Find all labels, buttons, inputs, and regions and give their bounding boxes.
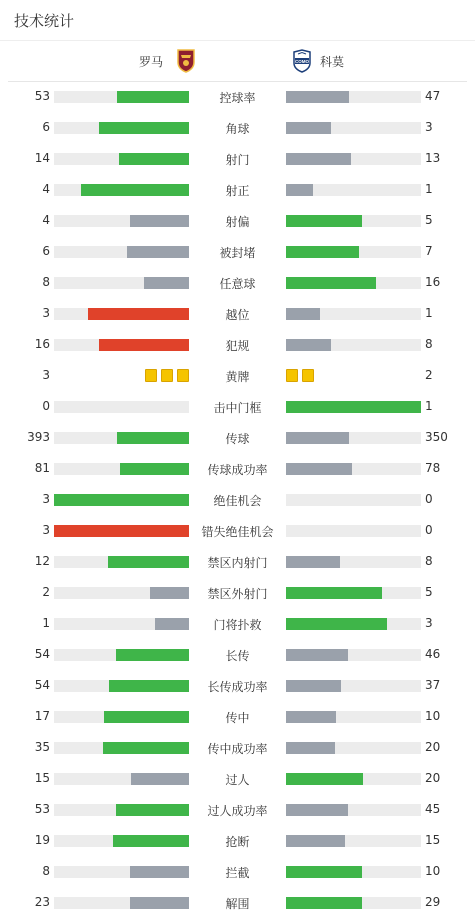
stat-row [0, 732, 475, 763]
home-stat-bar-fill [117, 432, 189, 444]
page-title: 技术统计 [14, 12, 75, 30]
away-stat-value: 10 [425, 864, 441, 878]
away-stat-bar [286, 215, 421, 227]
away-stat-value: 8 [425, 337, 433, 351]
home-stat-bar-fill [104, 711, 189, 723]
away-stat-value: 37 [425, 678, 441, 692]
stat-label: 射偏 [225, 215, 250, 229]
away-yellow-cards [286, 369, 318, 382]
home-stat-bar-fill [120, 463, 189, 475]
away-stat-bar-fill [286, 246, 359, 258]
stat-row [0, 515, 475, 546]
home-yellow-cards [141, 369, 189, 382]
home-stat-value: 2 [42, 585, 50, 599]
home-stat-bar-fill [127, 246, 189, 258]
away-stat-value: 47 [425, 89, 441, 103]
stat-label: 长传成功率 [207, 680, 268, 694]
home-stat-bar [54, 587, 189, 599]
away-stat-bar [286, 308, 421, 320]
away-stat-bar [286, 91, 421, 103]
stat-label: 过人成功率 [207, 804, 268, 818]
home-stat-bar [54, 277, 189, 289]
stat-label: 传球成功率 [207, 463, 268, 477]
home-stat-value: 16 [34, 337, 50, 351]
away-stat-value: 46 [425, 647, 441, 661]
home-stat-value: 19 [34, 833, 50, 847]
away-stat-bar [286, 432, 421, 444]
away-stat-bar [286, 463, 421, 475]
home-stat-value: 15 [34, 771, 50, 785]
stat-row [0, 484, 475, 515]
home-stat-value: 54 [34, 647, 50, 661]
away-stat-bar-fill [286, 773, 363, 785]
stat-label: 越位 [225, 308, 250, 322]
home-stat-bar [54, 835, 189, 847]
away-stat-bar [286, 773, 421, 785]
away-stat-bar [286, 122, 421, 134]
stat-row [0, 422, 475, 453]
home-stat-value: 4 [42, 213, 50, 227]
home-stat-bar [54, 494, 189, 506]
away-stat-bar-fill [286, 153, 351, 165]
stat-label: 犯规 [225, 339, 250, 353]
away-stat-bar [286, 804, 421, 816]
stat-label: 门将扑救 [213, 618, 262, 632]
como-logo [292, 49, 312, 73]
away-stat-bar-fill [286, 711, 336, 723]
stat-row [0, 825, 475, 856]
stat-row [0, 329, 475, 360]
home-stat-bar [54, 246, 189, 258]
stat-label: 错失绝佳机会 [201, 525, 274, 539]
home-stat-bar [54, 773, 189, 785]
away-stat-bar-fill [286, 897, 362, 909]
header [0, 0, 475, 41]
away-stat-bar [286, 401, 421, 413]
away-stat-value: 29 [425, 895, 441, 909]
away-stat-bar [286, 618, 421, 630]
home-stat-bar [54, 711, 189, 723]
home-stat-bar-fill [54, 525, 189, 537]
stat-label: 任意球 [219, 277, 256, 291]
home-stat-bar [54, 525, 189, 537]
stat-label: 角球 [225, 122, 250, 136]
away-stat-bar [286, 897, 421, 909]
home-stat-bar-fill [116, 804, 189, 816]
home-stat-bar-fill [119, 153, 189, 165]
stat-row [0, 608, 475, 639]
away-stat-bar-fill [286, 277, 376, 289]
away-stat-value: 13 [425, 151, 441, 165]
home-stat-bar-fill [130, 215, 189, 227]
home-stat-bar [54, 91, 189, 103]
stat-label: 射正 [225, 184, 250, 198]
away-stat-bar-fill [286, 680, 341, 692]
away-stat-bar [286, 587, 421, 599]
home-stat-bar-fill [131, 773, 189, 785]
away-stat-value: 15 [425, 833, 441, 847]
stat-row [0, 763, 475, 794]
home-stat-value: 3 [42, 368, 50, 382]
home-stat-value: 4 [42, 182, 50, 196]
home-stat-bar-fill [130, 897, 189, 909]
away-stat-bar [286, 184, 421, 196]
home-stat-bar-fill [109, 680, 189, 692]
away-stat-bar [286, 339, 421, 351]
roma-logo [176, 49, 196, 73]
home-stat-value: 1 [42, 616, 50, 630]
stat-label: 被封堵 [219, 246, 256, 260]
stat-label: 禁区外射门 [207, 587, 268, 601]
stat-row [0, 453, 475, 484]
away-stat-bar [286, 277, 421, 289]
away-stat-bar [286, 556, 421, 568]
home-stat-bar-fill [113, 835, 189, 847]
home-stat-bar-fill [54, 494, 189, 506]
home-stat-bar-fill [99, 122, 189, 134]
away-stat-value: 5 [425, 213, 433, 227]
away-stat-value: 1 [425, 399, 433, 413]
home-stat-bar [54, 153, 189, 165]
home-stat-bar [54, 618, 189, 630]
home-stat-bar-fill [99, 339, 189, 351]
stat-row [0, 267, 475, 298]
stat-row [0, 298, 475, 329]
home-stat-bar-fill [108, 556, 189, 568]
away-stat-bar [286, 525, 421, 537]
home-stat-value: 8 [42, 275, 50, 289]
home-stat-bar-fill [150, 587, 189, 599]
stat-label: 传中成功率 [207, 742, 268, 756]
away-stat-bar [286, 494, 421, 506]
home-stat-bar [54, 308, 189, 320]
away-stat-bar [286, 153, 421, 165]
away-stat-bar [286, 246, 421, 258]
stat-label: 射门 [225, 153, 250, 167]
away-stat-bar-fill [286, 308, 320, 320]
home-stat-value: 6 [42, 244, 50, 258]
away-stat-bar-fill [286, 122, 331, 134]
away-stat-value: 0 [425, 492, 433, 506]
away-stat-value: 5 [425, 585, 433, 599]
stat-row [0, 112, 475, 143]
home-stat-bar [54, 215, 189, 227]
away-stat-value: 8 [425, 554, 433, 568]
home-stat-bar [54, 463, 189, 475]
home-stat-bar [54, 897, 189, 909]
yellow-card-icon [161, 369, 173, 382]
home-stat-value: 54 [34, 678, 50, 692]
home-stat-value: 81 [34, 461, 50, 475]
stat-row [0, 856, 475, 887]
home-stat-bar-fill [81, 184, 189, 196]
away-stat-bar [286, 835, 421, 847]
stat-row [0, 577, 475, 608]
away-stat-bar [286, 866, 421, 878]
stat-label: 绝佳机会 [213, 494, 262, 508]
away-stat-bar-fill [286, 432, 349, 444]
stat-row [0, 143, 475, 174]
stat-row [0, 670, 475, 701]
stat-row [0, 794, 475, 825]
home-stat-value: 6 [42, 120, 50, 134]
home-stat-bar [54, 556, 189, 568]
away-stat-value: 7 [425, 244, 433, 258]
home-stat-bar [54, 680, 189, 692]
stat-label: 传球 [225, 432, 250, 446]
away-stat-value: 45 [425, 802, 441, 816]
home-team-name: 罗马 [139, 55, 164, 69]
away-stat-bar-fill [286, 804, 348, 816]
home-stat-bar-fill [155, 618, 189, 630]
away-stat-bar-fill [286, 184, 313, 196]
away-stat-value: 78 [425, 461, 441, 475]
stat-row [0, 391, 475, 422]
stat-row [0, 701, 475, 732]
home-stat-bar [54, 866, 189, 878]
home-stat-bar-fill [116, 649, 189, 661]
home-stat-bar-fill [88, 308, 189, 320]
stat-row [0, 360, 475, 391]
stat-row [0, 887, 475, 918]
stat-label: 拦截 [225, 866, 250, 880]
yellow-card-icon [286, 369, 298, 382]
away-stat-value: 2 [425, 368, 433, 382]
stat-row [0, 236, 475, 267]
away-stat-bar [286, 680, 421, 692]
away-stat-bar [286, 711, 421, 723]
home-stat-bar-fill [130, 866, 189, 878]
away-stat-bar-fill [286, 649, 348, 661]
home-stat-value: 53 [34, 802, 50, 816]
away-stat-value: 1 [425, 306, 433, 320]
stat-label: 过人 [225, 773, 250, 787]
away-team-name: 科莫 [320, 55, 345, 69]
home-stat-bar-fill [117, 91, 189, 103]
stat-label: 禁区内射门 [207, 556, 268, 570]
away-stat-bar-fill [286, 587, 382, 599]
stat-label: 黄牌 [225, 370, 250, 384]
away-stat-value: 16 [425, 275, 441, 289]
stat-label: 击中门框 [213, 401, 262, 415]
home-stat-bar [54, 742, 189, 754]
home-stat-bar-fill [144, 277, 189, 289]
home-stat-value: 23 [34, 895, 50, 909]
home-stat-bar [54, 401, 189, 413]
away-stat-bar-fill [286, 866, 362, 878]
away-stat-bar-fill [286, 618, 387, 630]
home-stat-value: 12 [34, 554, 50, 568]
stat-row [0, 81, 475, 112]
home-stat-bar [54, 432, 189, 444]
away-stat-bar [286, 649, 421, 661]
stat-label: 解围 [225, 897, 250, 911]
away-stat-value: 1 [425, 182, 433, 196]
stat-row [0, 205, 475, 236]
home-stat-bar [54, 122, 189, 134]
home-stat-value: 393 [27, 430, 50, 444]
home-stat-bar [54, 339, 189, 351]
away-stat-bar [286, 742, 421, 754]
away-stat-value: 3 [425, 120, 433, 134]
away-stat-bar-fill [286, 742, 335, 754]
home-stat-bar [54, 649, 189, 661]
stat-row [0, 546, 475, 577]
home-stat-bar [54, 184, 189, 196]
home-stat-value: 8 [42, 864, 50, 878]
home-stat-value: 35 [34, 740, 50, 754]
away-stat-bar-fill [286, 401, 421, 413]
away-stat-bar-fill [286, 835, 345, 847]
home-stat-value: 3 [42, 523, 50, 537]
away-stat-value: 20 [425, 771, 441, 785]
yellow-card-icon [145, 369, 157, 382]
home-stat-value: 14 [34, 151, 50, 165]
stat-label: 抢断 [225, 835, 250, 849]
stat-label: 长传 [225, 649, 250, 663]
stat-label: 控球率 [219, 91, 256, 105]
home-stat-value: 3 [42, 492, 50, 506]
yellow-card-icon [177, 369, 189, 382]
away-stat-bar-fill [286, 556, 340, 568]
home-stat-bar [54, 804, 189, 816]
stat-row [0, 639, 475, 670]
away-stat-bar-fill [286, 91, 349, 103]
yellow-card-icon [302, 369, 314, 382]
away-stat-value: 10 [425, 709, 441, 723]
home-stat-value: 53 [34, 89, 50, 103]
home-stat-bar-fill [103, 742, 189, 754]
away-stat-value: 0 [425, 523, 433, 537]
away-stat-value: 3 [425, 616, 433, 630]
home-stat-value: 3 [42, 306, 50, 320]
stat-row [0, 174, 475, 205]
away-stat-value: 350 [425, 430, 448, 444]
away-stat-bar-fill [286, 463, 352, 475]
home-stat-value: 0 [42, 399, 50, 413]
away-stat-bar-fill [286, 215, 362, 227]
stat-label: 传中 [225, 711, 250, 725]
away-stat-value: 20 [425, 740, 441, 754]
away-stat-bar-fill [286, 339, 331, 351]
home-stat-value: 17 [34, 709, 50, 723]
como-logo-text: COMO [295, 59, 309, 64]
team-header [8, 41, 467, 82]
